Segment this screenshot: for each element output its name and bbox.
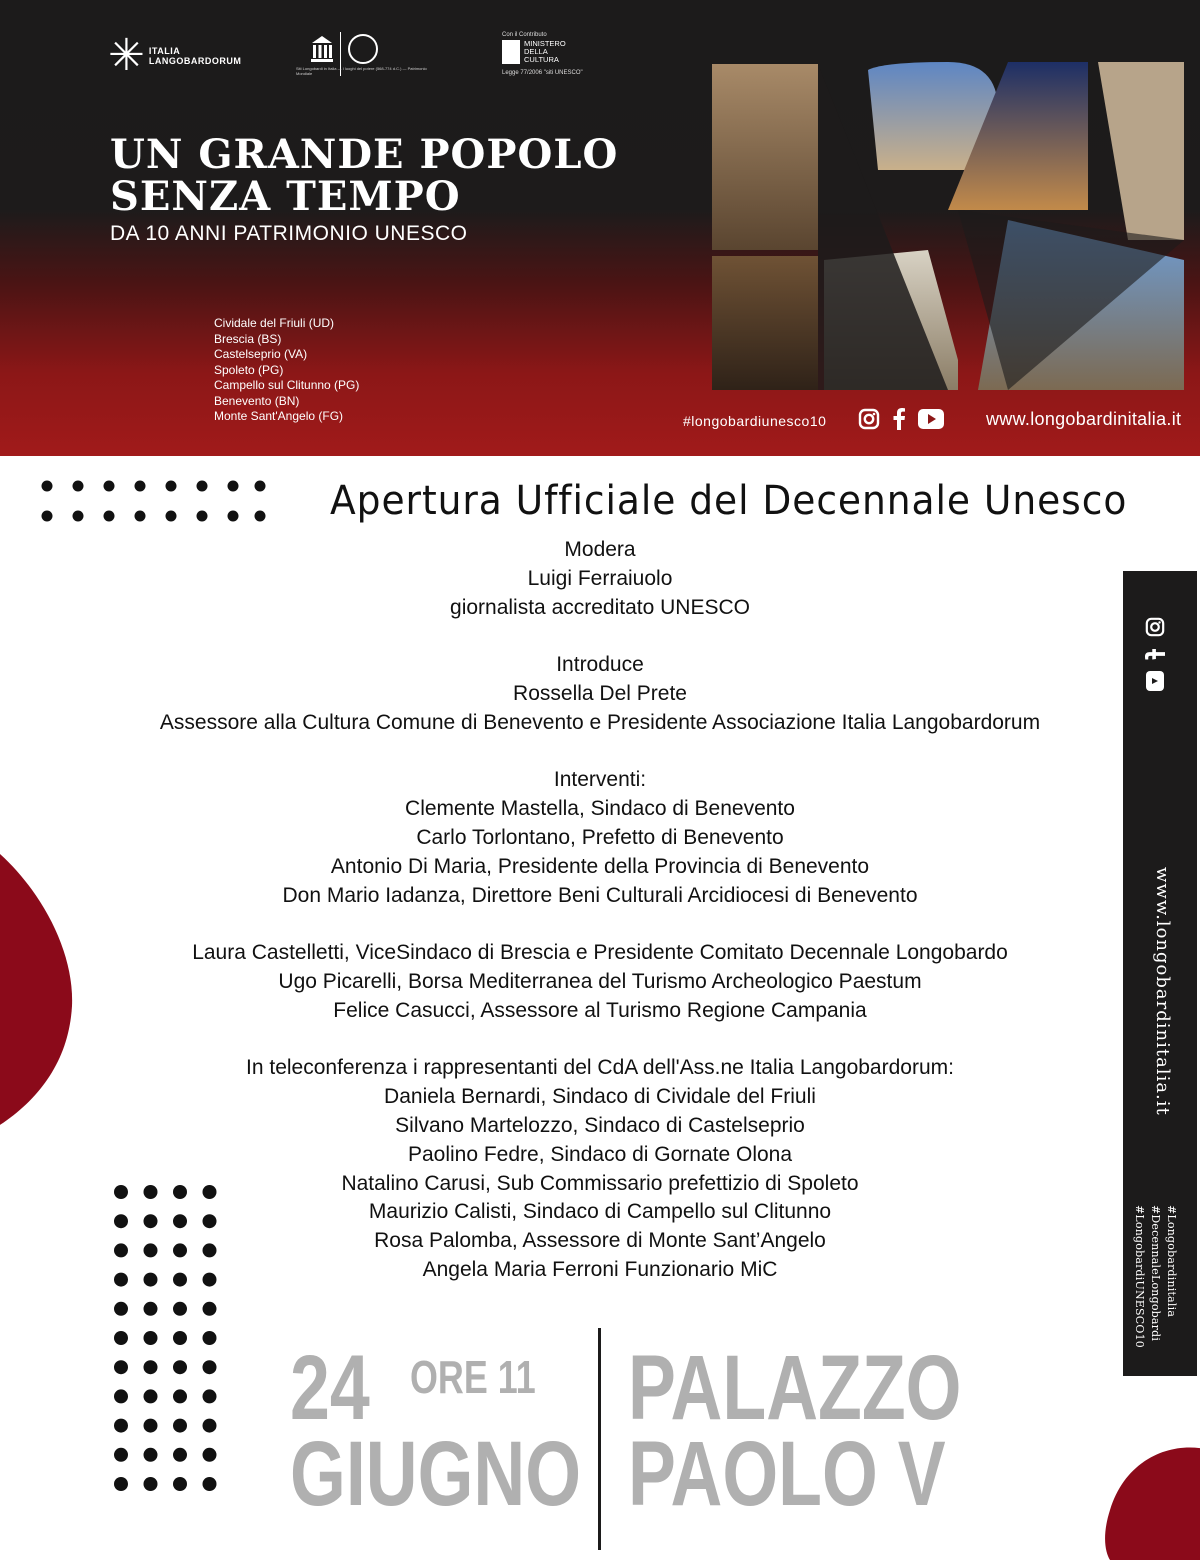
program-line: Maurizio Calisti, Sindaco di Campello sul Clitunno bbox=[368, 1200, 832, 1224]
program-line: Paolino Fedre, Sindaco di Gornate Olona bbox=[407, 1142, 793, 1166]
sidebar-hashtags bbox=[1131, 1205, 1179, 1376]
decorative-dot bbox=[173, 1273, 187, 1287]
venue-line-2: PAOLO V bbox=[628, 1423, 946, 1525]
monument-photo-collage bbox=[708, 60, 1184, 394]
program-line: Natalino Carusi, Sub Commissario prefettizio di Spoleto bbox=[341, 1171, 859, 1195]
decorative-red-shape-left bbox=[0, 826, 75, 1146]
italia-langobardorum-logo bbox=[108, 30, 279, 81]
header-banner bbox=[0, 0, 1200, 456]
decorative-dot bbox=[203, 1331, 217, 1345]
youtube-icon[interactable] bbox=[1146, 671, 1164, 691]
program-line: Carlo Torlontano, Prefetto di Benevento bbox=[416, 825, 784, 849]
decorative-dot bbox=[114, 1302, 128, 1316]
decorative-dot bbox=[144, 1214, 158, 1228]
decorative-dot bbox=[144, 1419, 158, 1433]
program-line: Ugo Picarelli, Borsa Mediterranea del Turismo Archeologico Paestum bbox=[278, 969, 922, 993]
city-item: Castelseprio (VA) bbox=[214, 347, 308, 361]
sidebar-website[interactable]: www.longobardinitalia.it bbox=[1152, 867, 1173, 1116]
world-heritage-icon bbox=[348, 34, 378, 64]
banner-hashtag: #longobardiunesco10 bbox=[683, 413, 827, 429]
program-line bbox=[100, 1026, 1100, 1055]
decorative-dot bbox=[203, 1477, 217, 1491]
program-line: Laura Castelletti, ViceSindaco di Brescia e Presidente Comitato Decennale Longobardo bbox=[192, 941, 1008, 965]
decorative-dot bbox=[203, 1302, 217, 1316]
unesco-logo-text: Siti Longobardi in Italia — I luoghi del potere (568-774 d.C.) — Patrimonio Mondiale bbox=[296, 66, 427, 76]
decorative-dot bbox=[114, 1214, 128, 1228]
crypt-photo bbox=[712, 256, 818, 390]
decorative-dot bbox=[114, 1419, 128, 1433]
decorative-dot bbox=[203, 1185, 217, 1199]
decorative-dot bbox=[114, 1243, 128, 1257]
event-time: ORE 11 bbox=[410, 1351, 536, 1403]
banner-social-icons bbox=[858, 408, 944, 430]
decorative-dot bbox=[114, 1273, 128, 1287]
hashtag-item: #Longobardinitalia bbox=[1165, 1205, 1178, 1318]
decorative-dot bbox=[203, 1448, 217, 1462]
city-item: Brescia (BS) bbox=[214, 331, 282, 346]
decorative-dot bbox=[173, 1302, 187, 1316]
ministry-law: Legge 77/2006 "siti UNESCO" bbox=[502, 70, 583, 76]
program-line bbox=[100, 622, 1100, 651]
decorative-dot bbox=[203, 1360, 217, 1374]
program-line: Assessore alla Cultura Comune di Benevento e Presidente Associazione Italia Langobardorum bbox=[159, 710, 1041, 734]
decorative-dot bbox=[173, 1331, 187, 1345]
decorative-red-shape-right bbox=[1100, 1440, 1200, 1560]
decorative-dots-left bbox=[108, 1180, 228, 1500]
program-line: Don Mario Iadanza, Direttore Beni Culturali Arcidiocesi di Benevento bbox=[282, 883, 918, 907]
city-list bbox=[214, 316, 359, 425]
event-heading: Apertura Ufficiale del Decennale Unesco bbox=[330, 478, 1128, 524]
program-line: Modera bbox=[564, 538, 636, 561]
facebook-icon[interactable] bbox=[1145, 647, 1165, 661]
city-item: Cividale del Friuli (UD) bbox=[214, 316, 335, 330]
youtube-icon[interactable] bbox=[918, 408, 944, 430]
decorative-dot bbox=[114, 1331, 128, 1345]
program-line: Luigi Ferraiuolo bbox=[527, 566, 673, 590]
decorative-dot bbox=[144, 1185, 158, 1199]
relief-photo bbox=[1098, 62, 1184, 240]
program-text bbox=[100, 536, 1100, 1285]
decorative-dot bbox=[144, 1243, 158, 1257]
city-item: Monte Sant'Angelo (FG) bbox=[214, 409, 344, 423]
program-line: Clemente Mastella, Sindaco di Benevento bbox=[405, 797, 795, 821]
decorative-dot bbox=[173, 1389, 187, 1403]
decorative-dot bbox=[144, 1477, 158, 1491]
program-line bbox=[100, 910, 1100, 939]
decorative-dot bbox=[203, 1214, 217, 1228]
program-line: Introduce bbox=[556, 653, 644, 677]
event-day: 24 bbox=[290, 1337, 370, 1439]
decorative-dot bbox=[203, 1389, 217, 1403]
ministry-name: MINISTERO DELLA CULTURA bbox=[524, 39, 566, 64]
program-line: Angela Maria Ferroni Funzionario MiC bbox=[422, 1257, 778, 1281]
sidebar-social-icons bbox=[1145, 617, 1165, 691]
facebook-icon[interactable] bbox=[892, 408, 906, 430]
logo-text: ITALIA LANGOBARDORUM bbox=[148, 46, 242, 66]
decorative-dot bbox=[114, 1185, 128, 1199]
banner-subtitle: DA 10 ANNI PATRIMONIO UNESCO bbox=[110, 222, 468, 245]
ministry-pre-text: Con il Contributo bbox=[502, 32, 547, 38]
program-line: Antonio Di Maria, Presidente della Provincia di Benevento bbox=[330, 854, 870, 878]
title-line-1: UN GRANDE POPOLO bbox=[110, 131, 619, 178]
star-logo-icon: ✳ bbox=[108, 30, 145, 81]
decorative-dot bbox=[114, 1477, 128, 1491]
decorative-dot bbox=[144, 1360, 158, 1374]
unesco-logo bbox=[296, 32, 436, 82]
decorative-dot bbox=[144, 1389, 158, 1403]
decorative-dot bbox=[203, 1273, 217, 1287]
church-interior-photo bbox=[712, 64, 818, 250]
decorative-dot bbox=[144, 1331, 158, 1345]
unesco-temple-icon bbox=[310, 34, 334, 64]
program-line: Silvano Martelozzo, Sindaco di Castelseprio bbox=[395, 1113, 805, 1137]
decorative-dot bbox=[203, 1243, 217, 1257]
banner-website-link[interactable]: www.longobardinitalia.it bbox=[986, 409, 1182, 429]
decorative-dot bbox=[173, 1185, 187, 1199]
decorative-dot bbox=[173, 1419, 187, 1433]
venue-line-1: PALAZZO bbox=[628, 1337, 962, 1439]
event-month: GIUGNO bbox=[290, 1423, 582, 1525]
hashtag-item: #DecennaleLongobardi bbox=[1149, 1205, 1162, 1342]
decorative-dot bbox=[144, 1273, 158, 1287]
decorative-dot bbox=[173, 1214, 187, 1228]
program-line: Daniela Bernardi, Sindaco di Cividale del Friuli bbox=[384, 1085, 816, 1109]
program-line: Rosa Palomba, Assessore di Monte Sant’Angelo bbox=[374, 1229, 826, 1253]
decorative-dot bbox=[144, 1302, 158, 1316]
hashtag-item: #LongobardiUNESCO10 bbox=[1133, 1205, 1146, 1349]
right-sidebar bbox=[1123, 571, 1197, 1376]
program-line: In teleconferenza i rappresentanti del CdA dell'Ass.ne Italia Langobardorum: bbox=[246, 1056, 954, 1080]
program-line: Interventi: bbox=[553, 768, 647, 792]
instagram-icon[interactable] bbox=[1145, 617, 1165, 637]
decorative-dot bbox=[114, 1389, 128, 1403]
decorative-dot bbox=[173, 1477, 187, 1491]
decorative-dot bbox=[144, 1448, 158, 1462]
ministry-emblem-icon bbox=[502, 40, 520, 64]
decorative-dot bbox=[114, 1360, 128, 1374]
program-line: Rossella Del Prete bbox=[513, 681, 687, 705]
banner-title bbox=[110, 131, 619, 220]
decorative-dot bbox=[114, 1448, 128, 1462]
city-item: Spoleto (PG) bbox=[214, 362, 284, 377]
ministry-logo bbox=[502, 32, 612, 76]
program-line: Felice Casucci, Assessore al Turismo Regione Campania bbox=[333, 998, 867, 1022]
program-line: giornalista accreditato UNESCO bbox=[450, 595, 750, 619]
city-item: Campello sul Clitunno (PG) bbox=[214, 378, 360, 392]
decorative-dots-top bbox=[40, 474, 270, 530]
title-line-2: SENZA TEMPO bbox=[110, 173, 461, 220]
program-line bbox=[100, 738, 1100, 767]
instagram-icon[interactable] bbox=[858, 408, 880, 430]
decorative-dot bbox=[173, 1243, 187, 1257]
decorative-dot bbox=[173, 1448, 187, 1462]
event-divider bbox=[598, 1328, 601, 1550]
decorative-dot bbox=[203, 1419, 217, 1433]
decorative-dot bbox=[173, 1360, 187, 1374]
city-item: Benevento (BN) bbox=[214, 393, 300, 408]
